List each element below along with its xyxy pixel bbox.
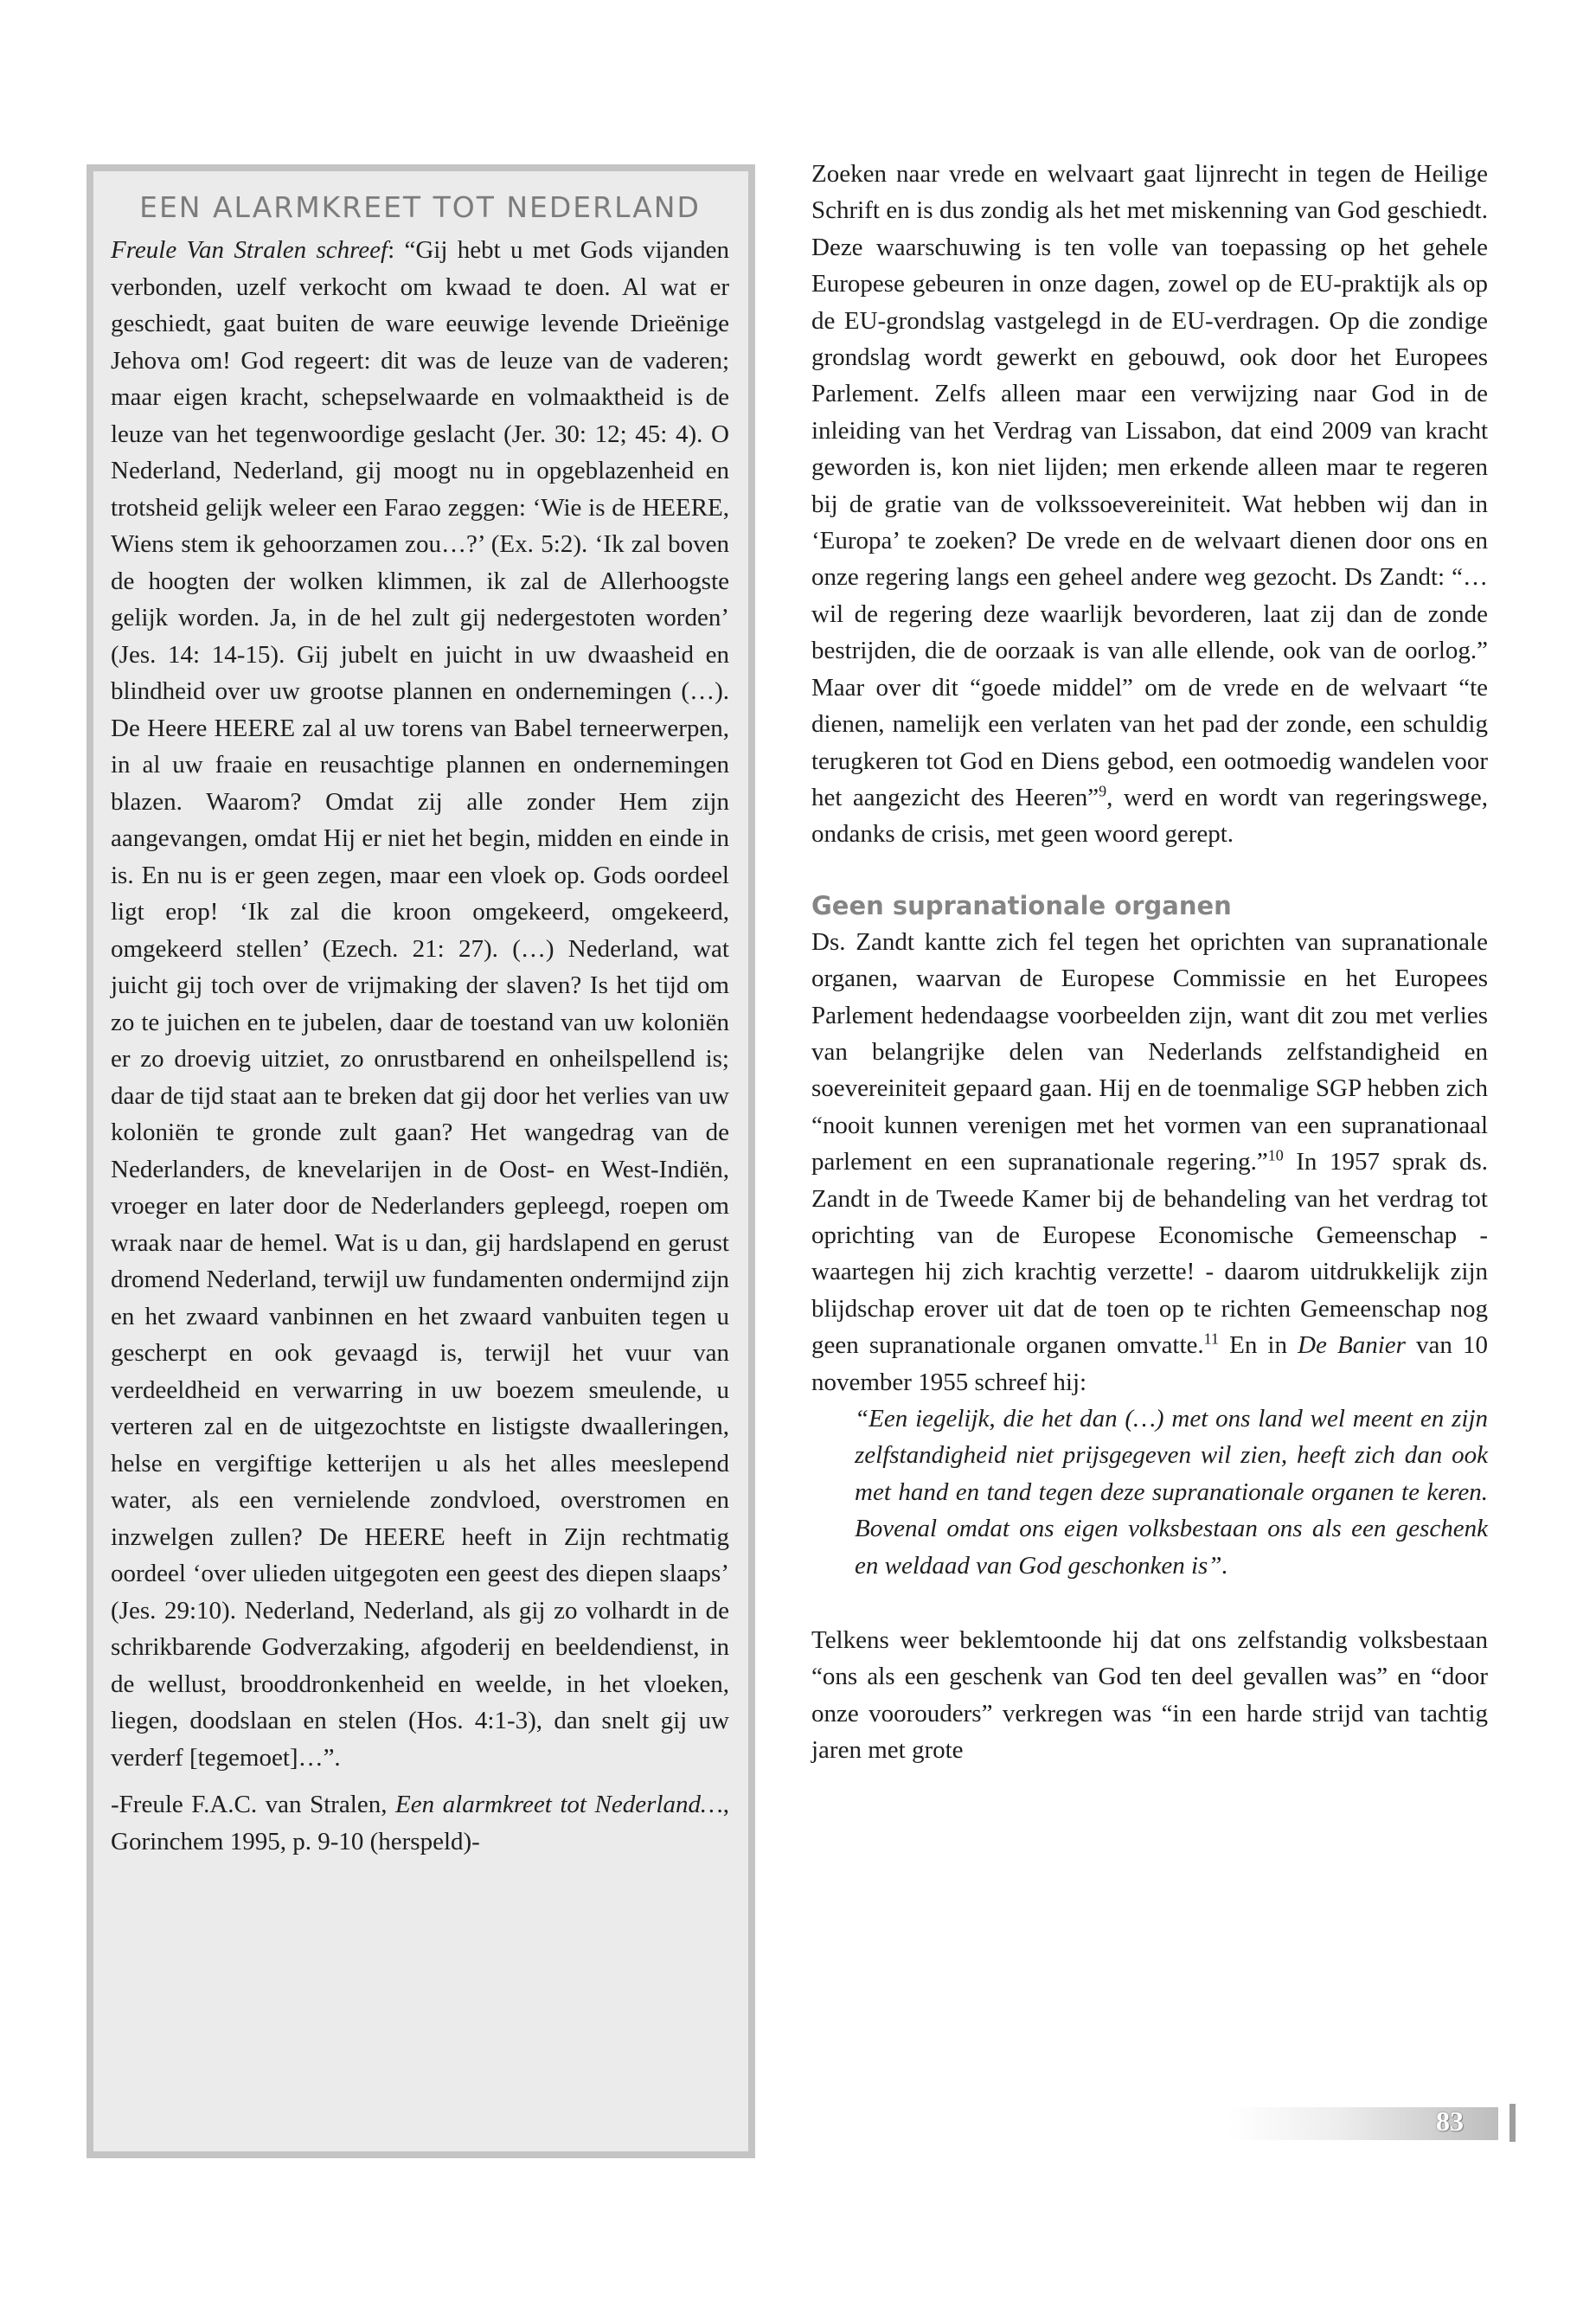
sidebar-quote-text: : “Gij hebt u met Gods vijanden verbonden, uzelf verkocht om kwaad te doen. Al wat er geschiedt, gaat buiten de ware eeuwige levende Drieënige Jehova om! God regeert: dit was de leuze van de vaderen; maar eigen kracht, schepselwaarde en volmaaktheid is de leuze van het tegenwoordige geslacht (Jer. 30: 12; 45: 4). O Nederland, Nederland, gij moogt nu in opgeblazenheid en trotsheid gelijk weleer een Farao zeggen: ‘Wie is de HEERE, Wiens stem ik gehoorzamen zou…?’ (Ex. 5:2). ‘Ik zal boven de hoogten der wolken klimmen, ik zal de Allerhoogste gelijk worden. Ja, in de hel zult gij nedergestoten worden’ (Jes. 14: 14-15). Gij jubelt en juicht in uw dwaasheid en blindheid over uw grootse plannen en ondernemingen (…). De Heere HEERE zal al uw torens van Babel terneerwerpen, in al uw fraaie en reusachtige plannen en ondernemingen blazen. Waarom? Omdat zij alle zonder Hem zijn aangevangen, omdat Hij er niet het begin, midden en einde in is. En nu is er geen zegen, maar een vloek op. Gods oordeel ligt erop! ‘Ik zal die kroon omgekeerd, omgekeerd, omgekeerd stellen’ (Ezech. 21: 27). (…) Nederland, wat juicht gij toch over de vrijmaking der slaven? Is het tijd om zo te juichen en te jubelen, daar de toestand van uw koloniën er zo droevig uitziet, zo onrustbarend en onheilspellend is; daar de tijd staat aan te breken dat gij door het verlies van uw koloniën te gronde zult gaan? Het wangedrag van de Nederlanders, de knevelarijen in de Oost- en West-Indiën, vroeger en later door de Nederlanders gepleegd, roepen om wraak naar de hemel. Wat is u dan, gij hardslapend en gerust dromend Nederland, terwijl uw fundamenten ondermijnd zijn en het zwaard vanbinnen en het zwaard vanbuiten tegen u gescherpt en ook gevaagd is, terwijl het vuur van verdeeldheid en verwarring in uw boezem smeulende, u verteren zal en de uitgezochtste en listigste dwaalleringen, helse en vergiftige ketterijen u als het alles meeslepend water, als een vernielende zondvloed, overstromen en inzwelgen zullen? De HEERE heeft in Zijn rechtmatig oordeel ‘over ulieden uitgegoten een geest des diepen slaaps’ (Jes. 29:10). Nederland, Nederland, als gij zo volhardt in de schrikbarende Godverzaking, afgoderij en beeldendienst, in de wellust, brooddronkenheid en weelde, in het vloeken, liegen, doodslaan en stelen (Hos. 4:1-3), dan snelt gij uw verderf [tegemoet]…”. <box>111 236 729 1772</box>
sidebar-quote <box>111 232 729 1776</box>
footnote-10: 10 <box>1267 1146 1284 1164</box>
paragraph-2 <box>811 924 1488 1400</box>
sidebar-box <box>87 164 755 2158</box>
paragraph-1 <box>811 156 1488 853</box>
sidebar-intro-author: Freule Van Stralen schreef <box>111 236 388 264</box>
footnote-9: 9 <box>1099 782 1107 800</box>
source-suffix: , Gorinchem 1995, p. 9-10 (herspeld)- <box>111 1791 729 1856</box>
source-title: Een alarmkreet tot Nederland… <box>395 1791 723 1818</box>
paragraph-2-part-d: van 10 november 1955 schreef hij: <box>811 1331 1488 1396</box>
page-number: 83 <box>1436 2106 1464 2137</box>
paragraph-1-end: , werd en wordt van regeringswege, ondanks de crisis, met geen woord gerept. <box>811 783 1488 849</box>
paragraph-2-part-c: En in <box>1219 1331 1298 1360</box>
footnote-11: 11 <box>1203 1330 1220 1348</box>
de-banier-title: De Banier <box>1298 1331 1406 1360</box>
block-quote: “Een iegelijk, die het dan (…) met ons land wel meent en zijn zelfstandigheid niet prijsgegeven wil zien, heeft zich dan ook met hand en tand tegen deze supranationale organen te keren. Bovenal omdat ons eigen volksbestaan ons als een geschenk en weldaad van God geschonken is”. <box>855 1405 1488 1580</box>
paragraph-1-text: Zoeken naar vrede en welvaart gaat lijnrecht in tegen de Heilige Schrift en is dus zondig als het met miskenning van God geschiedt. Deze waarschuwing is ten volle van toepassing op het gehele Europese gebeuren in onze dagen, zowel op de EU-praktijk als op de EU-grondslag vastgelegd in de EU-verdragen. Op die zondige grondslag wordt gewerkt en gebouwd, ook door het Europees Parlement. Zelfs alleen maar een verwijzing naar God in de inleiding van het Verdrag van Lissabon, dat eind 2009 van kracht geworden is, kon niet lijden; men erkende alleen maar te regeren bij de gratie van de volkssoevereiniteit. Wat hebben wij dan in ‘Europa’ te zoeken? De vrede en de welvaart dienen door ons en onze regering langs een geheel andere weg gezocht. Ds Zandt: “…wil de regering deze waarlijk bevorderen, laat zij dan de zonde bestrijden, die de oorzaak is van alle ellende, ook van de oorlog.” Maar over dit “goede middel” om de vrede en de welvaart “te dienen, namelijk een verlaten van het pad der zonde, een schuldig terugkeren tot God en Diens gebod, een ootmoedig wandelen voor het aangezicht des Heeren” <box>811 160 1488 811</box>
source-prefix: -Freule F.A.C. van Stralen, <box>111 1791 396 1818</box>
paragraph-2-part-b: In 1957 sprak ds. Zandt in de Tweede Kamer bij de behandeling van het verdrag tot oprichting van de Europese Economische Gemeenschap - waartegen hij zich krachtig verzette! - daarom uitdrukkelijk zijn blijdschap erover uit dat de toen op te richten Gemeenschap nog geen supranationale organen omvatte. <box>811 1148 1488 1360</box>
sidebar-title: EEN ALARMKREET TOT NEDERLAND <box>139 190 701 224</box>
paragraph-3: Telkens weer beklemtoonde hij dat ons zelfstandig volksbestaan “ons als een geschenk van God ten deel gevallen was” en “door onze voorouders” verkregen was “in een harde strijd van tachtig jaren met grote <box>811 1626 1488 1765</box>
main-column <box>811 156 1488 1769</box>
page-edge-marker <box>1509 2104 1516 2142</box>
paragraph-2-part-a: Ds. Zandt kantte zich fel tegen het oprichten van supranationale organen, waarvan de Europese Commissie en het Europees Parlement hedendaagse voorbeelden zijn, want dit zou met verlies van belangrijke delen van Nederlands zelfstandigheid en soevereiniteit gepaard gaan. Hij en de toenmalige SGP hebben zich “nooit kunnen verenigen met het vormen van een supranationaal parlement en een supranationale regering.” <box>811 927 1488 1176</box>
section-heading: Geen supranationale organen <box>811 890 1232 920</box>
sidebar-source <box>111 1786 729 1860</box>
